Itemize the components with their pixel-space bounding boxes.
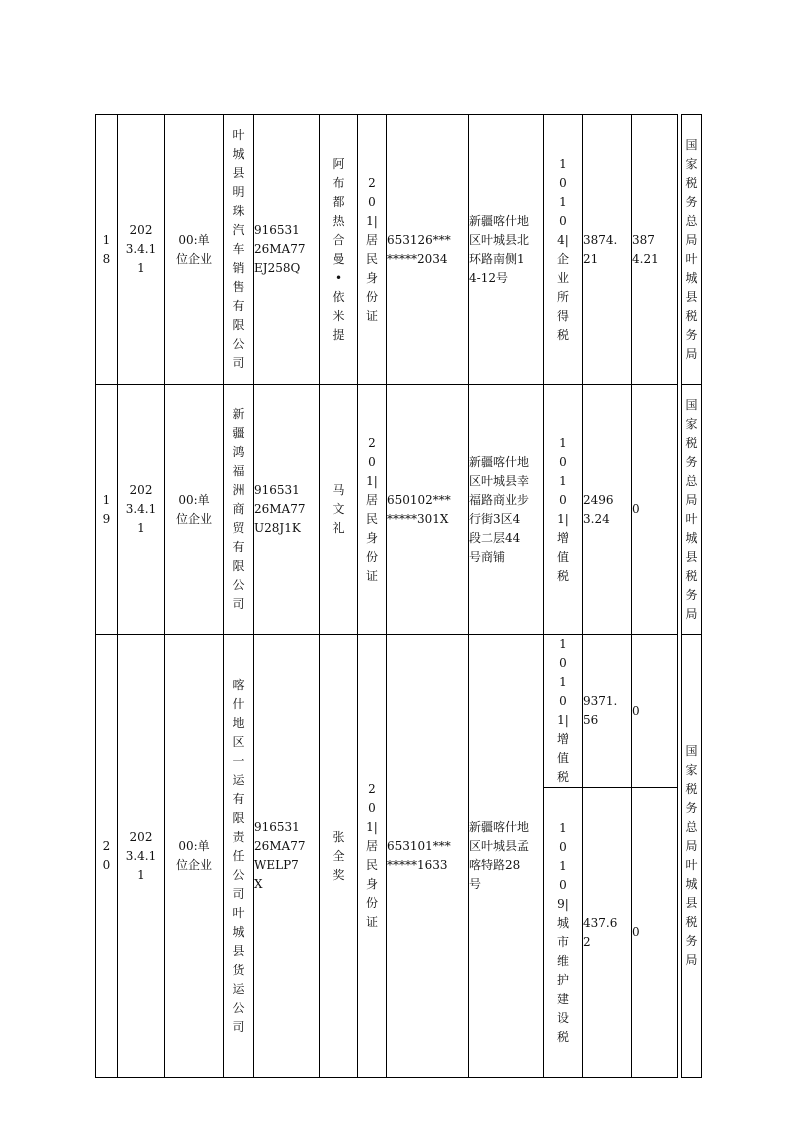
tax-arrears-table [95,114,702,1078]
new-owed-amount-cell: 0 [632,788,678,1078]
owed-amount-cell: 437.62 [583,788,632,1078]
date-cell: 2023.4.11 [118,115,165,385]
date-cell: 2023.4.11 [118,385,165,635]
taxpayer-name-cell: 叶城县明珠汽车销售有限公司 [224,115,254,385]
new-owed-amount-cell: 3874.21 [632,115,678,385]
credit-code-cell: 91653126MA77WELP7X [254,635,320,1078]
owed-amount-cell: 9371.56 [583,635,632,788]
owed-amount-cell: 3874.21 [583,115,632,385]
taxpayer-name-cell: 喀什地区一运有限责任公司叶城县货运公司 [224,635,254,1078]
taxpayer-type-cell: 00:单位企业 [165,385,224,635]
tax-office-cell: 国家税务总局叶城县税务局 [682,385,702,635]
legal-person-cell: 马文礼 [320,385,358,635]
address-cell: 新疆喀什地区叶城县幸福路商业步行街3区4段二层44号商铺 [469,385,544,635]
owed-amount-cell: 24963.24 [583,385,632,635]
tax-office-cell: 国家税务总局叶城县税务局 [682,635,702,1078]
table-row [96,635,702,788]
taxpayer-name-cell: 新疆鸿福洲商贸有限公司 [224,385,254,635]
new-owed-amount-cell: 0 [632,385,678,635]
tax-item-cell: 10109|城市维护建设税 [544,788,583,1078]
address-cell: 新疆喀什地区叶城县北环路南侧14-12号 [469,115,544,385]
id-type-cell: 201|居民身份证 [358,385,387,635]
id-type-cell: 201|居民身份证 [358,635,387,1078]
tax-office-cell: 国家税务总局叶城县税务局 [682,115,702,385]
seq-cell: 20 [96,635,118,1078]
credit-code-cell: 91653126MA77EJ258Q [254,115,320,385]
seq-cell: 19 [96,385,118,635]
taxpayer-type-cell: 00:单位企业 [165,115,224,385]
credit-code-cell: 91653126MA77U28J1K [254,385,320,635]
seq-cell: 18 [96,115,118,385]
legal-person-cell: 张全奖 [320,635,358,1078]
id-type-cell: 201|居民身份证 [358,115,387,385]
table-row [96,385,702,635]
id-number-cell: 653101*** *****1633 [387,635,469,1078]
tax-item-cell: 10104|企业所得税 [544,115,583,385]
legal-person-cell: 阿布都热合曼•依米提 [320,115,358,385]
tax-item-cell: 10101|增值税 [544,635,583,788]
new-owed-amount-cell: 0 [632,635,678,788]
table-row [96,115,702,385]
taxpayer-type-cell: 00:单位企业 [165,635,224,1078]
id-number-cell: 650102*** *****301X [387,385,469,635]
address-cell: 新疆喀什地区叶城县孟喀特路28号 [469,635,544,1078]
tax-item-cell: 10101|增值税 [544,385,583,635]
id-number-cell: 653126*** *****2034 [387,115,469,385]
date-cell: 2023.4.11 [118,635,165,1078]
